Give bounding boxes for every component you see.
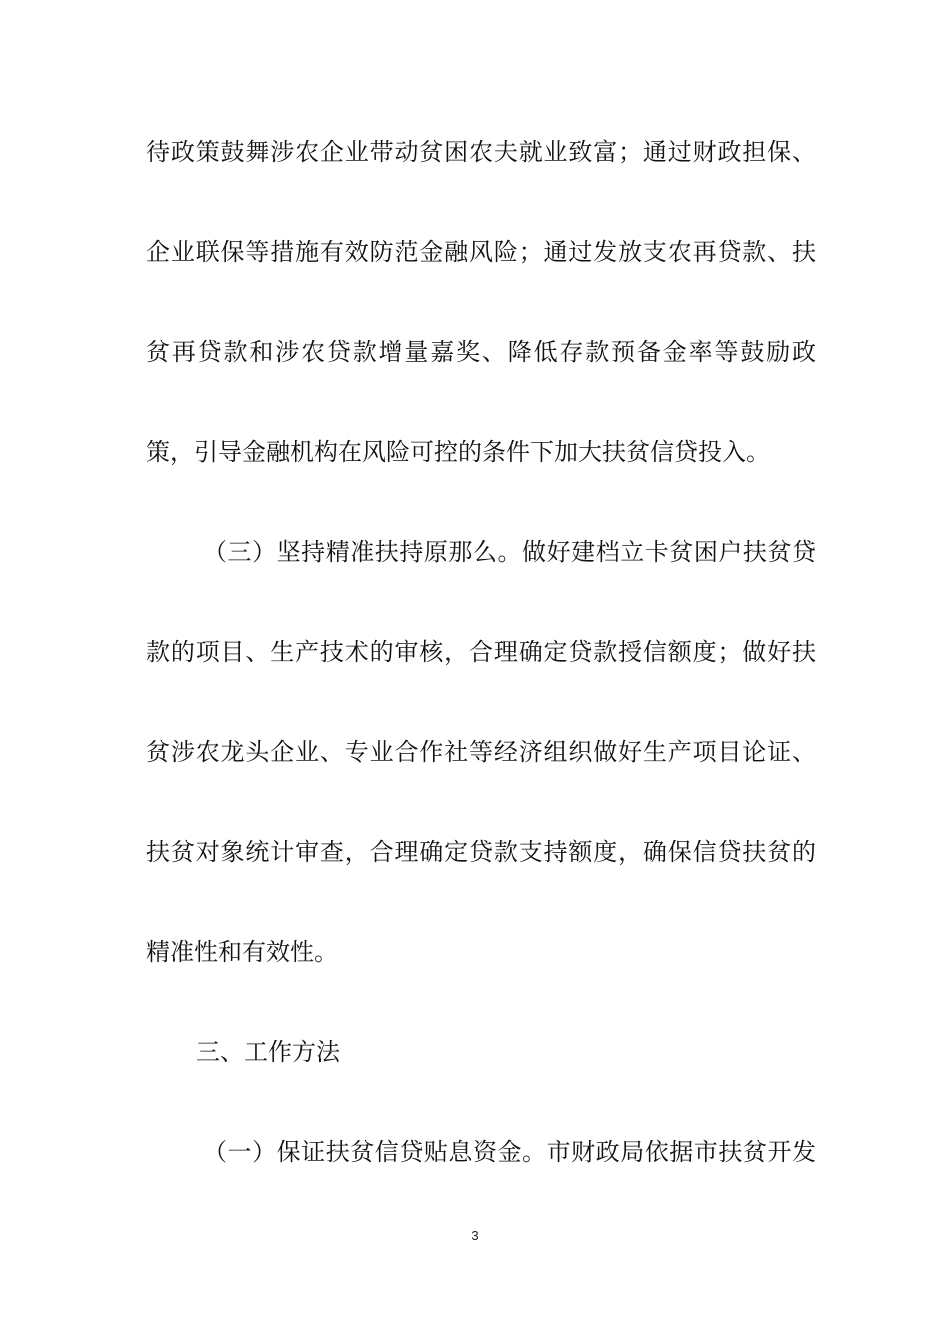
- paragraph-heading-line: （一）保证扶贫信贷贴息资金。市财政局依据市扶贫开发: [203, 1138, 816, 1166]
- body-text-line: 策，引导金融机构在风险可控的条件下加大扶贫信贷投入。: [146, 438, 770, 466]
- section-heading: 三、工作方法: [196, 1038, 340, 1066]
- body-text-line: 款的项目、生产技术的审核，合理确定贷款授信额度；做好扶: [146, 638, 816, 666]
- body-text-line: 待政策鼓舞涉农企业带动贫困农夫就业致富；通过财政担保、: [146, 138, 816, 166]
- body-text-line: 贫再贷款和涉农贷款增量嘉奖、降低存款预备金率等鼓励政: [146, 338, 816, 366]
- page-number: 3: [471, 1228, 479, 1243]
- body-text-line: 贫涉农龙头企业、专业合作社等经济组织做好生产项目论证、: [146, 738, 816, 766]
- body-text-line: 企业联保等措施有效防范金融风险；通过发放支农再贷款、扶: [146, 238, 816, 266]
- paragraph-heading-line: （三）坚持精准扶持原那么。做好建档立卡贫困户扶贫贷: [203, 538, 816, 566]
- body-text-line: 扶贫对象统计审查，合理确定贷款支持额度，确保信贷扶贫的: [146, 838, 816, 866]
- body-text-line: 精准性和有效性。: [146, 938, 338, 966]
